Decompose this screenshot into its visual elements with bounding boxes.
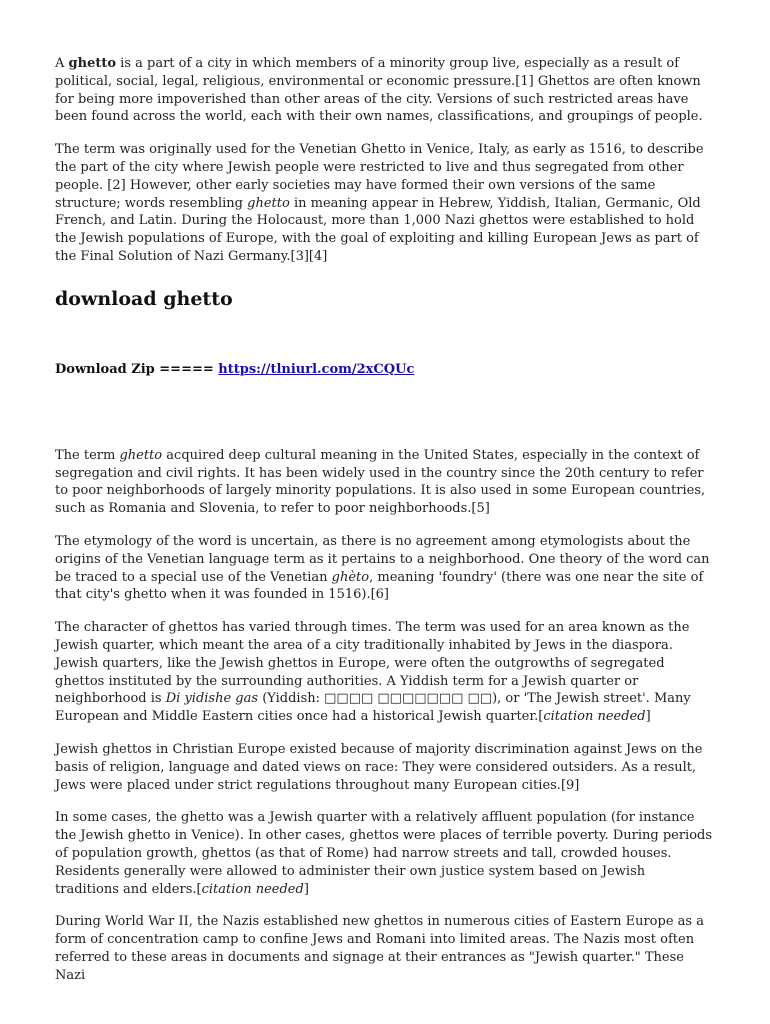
paragraph-text: ] (645, 709, 651, 725)
download-line (55, 361, 713, 379)
paragraph-text: in meaning appear in Hebrew, Yiddish, Italian, Germanic, Old French, and Latin. During the Holocaust, more than 1,000 Nazi ghettos were established to hold the Jewish populations of Europe, with the goal of exploiting and killing European Jews as part of the Final Solution of Nazi Germany.[3][4] (55, 195, 701, 264)
paragraph-affluence (55, 809, 713, 898)
paragraph-christian-europe: Jewish ghettos in Christian Europe existed because of majority discrimination against Jews on the basis of religion, language and dated views on race: They were considered outsiders. As a result, Jews were placed under strict regulations throughout many European cities.[9] (55, 741, 703, 793)
section-heading: download ghetto (55, 287, 233, 310)
paragraph-text: (Yiddish: □□□□ □□□□□□□ □□), or 'The Jewish street'. Many European and Middle Eastern cities once had a historical Jewish quarter.[ (55, 691, 691, 725)
paragraph-text: is a part of a city in which members of a minority group live, especially as a result of political, social, legal, religious, environmental or economic pressure.[1] Ghettos are often known for being more impoverished than other areas of the city. Versions of such restricted areas have been found across the world, each with their own names, classifications, and groupings of people. (55, 56, 703, 125)
italic-term: Di yidishe gas (165, 691, 259, 707)
paragraph-wwii: During World War II, the Nazis established new ghettos in numerous cities of Eastern Europe as a form of concentration camp to confine Jews and Romani into limited areas. The Nazis most often referred to these areas in documents and signage at their entrances as "Jewish quarter." These Nazi (55, 914, 704, 983)
citation-needed: citation needed (201, 881, 304, 897)
paragraph-character (55, 619, 713, 726)
download-link[interactable]: https://tlniurl.com/2xCQUc (218, 361, 415, 377)
paragraph-text: The term (55, 447, 116, 463)
paragraph-text: , meaning 'foundry' (there was one near the site of that city's ghetto when it was founded in 1516).[6] (55, 569, 704, 603)
paragraph-text: ] (303, 881, 309, 897)
italic-term: ghèto (331, 569, 370, 585)
paragraph-etymology (55, 533, 713, 604)
italic-term: ghetto (119, 447, 163, 463)
paragraph-text: The character of ghettos has varied through times. The term was used for an area known as the Jewish quarter, which meant the area of a city traditionally inhabited by Jews in the diaspora. Jewish quarters, like the Jewish ghettos in Europe, were often the outgrowths of segregated ghettos instituted by the surrounding authorities. A Yiddish term for a Jewish quarter or neighborhood is (55, 620, 690, 707)
article-body (55, 55, 713, 999)
citation-needed: citation needed (543, 709, 646, 725)
paragraph-intro (55, 55, 713, 126)
paragraph-origin (55, 141, 713, 266)
article-word: A (55, 56, 65, 71)
paragraph-text: In some cases, the ghetto was a Jewish quarter with a relatively affluent population (for instance the Jewish ghetto in Venice). In other cases, ghettos were places of terrible poverty. During periods of population growth, ghettos (as that of Rome) had narrow streets and tall, crowded houses. Residents generally were allowed to administer their own justice system based on Jewish traditions and elders.[ (55, 810, 713, 897)
bold-term: ghetto (68, 56, 117, 71)
paragraph-text: The term was originally used for the Venetian Ghetto in Venice, Italy, as early as 1516, to describe the part of the city where Jewish people were restricted to live and thus segregated from other people. [2] However, other early societies may have formed their own versions of the same structure; words resembling (55, 142, 704, 211)
paragraph-text: acquired deep cultural meaning in the United States, especially in the context of segregation and civil rights. It has been widely used in the country since the 20th century to refer to poor neighborhoods of largely minority populations. It is also used in some European countries, such as Romania and Slovenia, to refer to poor neighborhoods.[5] (55, 447, 706, 517)
paragraph-text: The etymology of the word is uncertain, as there is no agreement among etymologists about the origins of the Venetian language term as it pertains to a neighborhood. One theory of the word can be traced to a special use of the Venetian (55, 533, 710, 585)
download-label: Download Zip ===== (55, 361, 214, 377)
italic-term: ghetto (247, 195, 290, 211)
paragraph-us-meaning (55, 447, 713, 518)
